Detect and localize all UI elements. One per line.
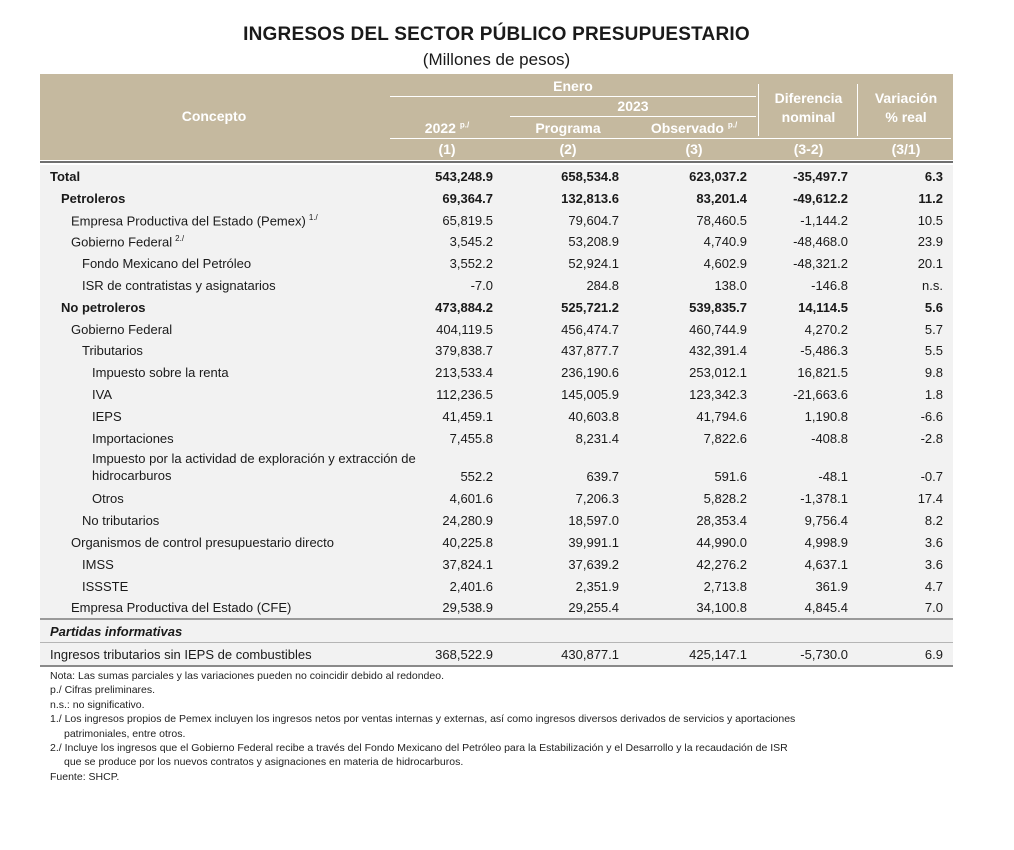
row-value-col-4: -21,663.6 (793, 386, 848, 402)
row-value-col-4: -5,730.0 (800, 646, 848, 662)
row-value-col-1: 2,401.6 (449, 578, 493, 594)
table-row (40, 448, 953, 487)
header-num-4: (3-2) (793, 141, 824, 157)
row-label: Organismos de control presupuestario directo (71, 534, 335, 550)
row-value-col-3: 4,740.9 (703, 234, 747, 250)
header-concepto: Concepto (181, 108, 247, 124)
row-value-col-4: 4,270.2 (804, 321, 848, 337)
table-body (40, 165, 953, 667)
table-row (40, 531, 953, 553)
row-value-col-3: 34,100.8 (696, 600, 747, 616)
table-row (40, 643, 953, 665)
row-value-col-1: 543,248.9 (435, 169, 493, 184)
row-label: Tributarios (82, 343, 143, 359)
row-value-col-2: 132,813.6 (561, 190, 619, 206)
table-notes (50, 669, 950, 784)
row-value-col-4: -48,321.2 (793, 256, 848, 272)
row-value-col-3: 253,012.1 (689, 365, 747, 381)
row-value-col-2: 284.8 (586, 277, 619, 293)
header-col-diferencia: Diferencia (774, 90, 843, 106)
row-label: ISSSTE (82, 578, 129, 594)
row-value-col-5: 7.0 (924, 600, 943, 616)
row-value-col-2: 40,603.8 (568, 408, 619, 424)
row-value-col-4: -48.1 (818, 469, 848, 485)
row-label: Impuesto por la actividad de exploración y extracción de hidrocarburos (92, 451, 416, 484)
row-value-col-5: -0.7 (920, 469, 943, 485)
table-header (40, 74, 953, 160)
header-rule-2023 (510, 116, 756, 117)
row-value-col-5: 11.2 (918, 190, 943, 206)
note-line: p./ Cifras preliminares. (50, 684, 156, 697)
row-value-col-4: 16,821.5 (797, 365, 848, 381)
row-value-col-2: 8,231.4 (575, 430, 619, 446)
header-col-observado: Observado $^{p./}$ (650, 120, 738, 136)
note-line: 1./ Los ingresos propios de Pemex incluyen los ingresos netos por ventas internas y externas, así como ingresos diversos derivados de servicios y aportaciones (50, 713, 796, 726)
row-value-col-4: -48,468.0 (793, 234, 848, 250)
row-value-col-3: 623,037.2 (689, 169, 747, 184)
row-value-col-3: 432,391.4 (689, 343, 747, 359)
row-value-col-1: 404,119.5 (436, 321, 493, 337)
row-value-col-5: 5.5 (924, 343, 943, 359)
table-row (40, 487, 953, 509)
row-value-col-3: 591.6 (714, 469, 747, 485)
row-label: IVA (92, 386, 112, 402)
row-label: IMSS (82, 556, 114, 572)
footnote-marker: 2./ (175, 234, 185, 244)
row-label: ISR de contratistas y asignatarios (82, 277, 276, 293)
note-line: Nota: Las sumas parciales y las variaciones pueden no coincidir debido al redondeo. (50, 670, 444, 682)
row-value-col-5: 6.9 (924, 646, 943, 662)
table-row (40, 165, 953, 187)
row-value-col-2: 29,255.4 (568, 600, 619, 616)
row-value-col-4: -49,612.2 (793, 190, 848, 206)
row-value-col-3: 83,201.4 (696, 190, 747, 206)
row-value-col-4: 1,190.8 (804, 408, 848, 424)
row-value-col-3: 42,276.2 (696, 556, 747, 572)
row-value-col-1: 368,522.9 (435, 646, 493, 662)
table-row (40, 339, 953, 361)
row-value-col-5: 5.6 (924, 299, 943, 315)
page-subtitle: (Millones de pesos) (422, 50, 571, 69)
row-value-col-4: 4,637.1 (804, 556, 848, 572)
header-rule-enero (390, 96, 756, 97)
header-divider-2 (857, 84, 858, 136)
row-value-col-3: 44,990.0 (696, 534, 747, 550)
row-value-col-2: 658,534.8 (561, 169, 619, 184)
header-col-nominal: nominal (781, 109, 836, 125)
row-value-col-1: 65,819.5 (442, 212, 493, 228)
row-value-col-2: 53,208.9 (568, 234, 619, 250)
row-value-col-4: 361.9 (815, 578, 848, 594)
table-row (40, 427, 953, 449)
table-row (40, 230, 953, 252)
row-value-col-5: 5.7 (924, 321, 943, 337)
header-divider-1 (758, 84, 759, 136)
note-line: patrimoniales, entre otros. (64, 727, 186, 740)
header-rule-numbers (390, 138, 951, 139)
header-col-real: % real (885, 109, 927, 125)
row-value-col-2: 430,877.1 (561, 646, 619, 662)
table-row (40, 405, 953, 427)
header-2023: 2023 (617, 98, 649, 114)
row-value-col-4: 14,114.5 (798, 299, 848, 315)
header-col-programa: Programa (535, 120, 601, 136)
table-row (40, 575, 953, 597)
row-value-col-1: 69,364.7 (442, 190, 493, 206)
row-value-col-1: 552.2 (460, 469, 493, 485)
row-value-col-2: 145,005.9 (561, 386, 619, 402)
row-value-col-2: 525,721.2 (561, 299, 619, 315)
row-value-col-1: 112,236.5 (436, 386, 493, 402)
row-value-col-5: 10.5 (917, 212, 943, 228)
header-col-2022: 2022 $^{p./}$ (424, 120, 470, 136)
row-value-col-1: 29,538.9 (442, 600, 493, 616)
table-row (40, 274, 953, 296)
row-value-col-2: 2,351.9 (575, 578, 619, 594)
table-row (40, 318, 953, 340)
row-label: Otros (92, 491, 124, 507)
header-enero: Enero (553, 78, 593, 94)
header-num-1: (1) (438, 141, 456, 157)
row-value-col-4: -1,378.1 (800, 491, 848, 507)
row-label: Empresa Productiva del Estado (CFE) (71, 600, 292, 616)
row-value-col-5: n.s. (922, 277, 943, 293)
row-value-col-1: 7,455.8 (449, 430, 493, 446)
row-value-col-3: 4,602.9 (703, 256, 747, 272)
table-row (40, 383, 953, 405)
row-label: Total (50, 169, 81, 184)
row-value-col-5: 20.1 (917, 256, 943, 272)
row-value-col-2: 18,597.0 (568, 513, 619, 529)
table-row (40, 361, 953, 383)
table-row (40, 187, 953, 209)
row-value-col-5: 9.8 (924, 365, 943, 381)
table-bottom-rule (40, 665, 953, 667)
row-value-col-3: 123,342.3 (689, 386, 747, 402)
informativas-heading: Partidas informativas (50, 624, 183, 640)
row-label: Ingresos tributarios sin IEPS de combustibles (50, 646, 312, 662)
row-value-col-4: 4,845.4 (804, 600, 848, 616)
header-num-2: (2) (559, 141, 577, 157)
row-value-col-1: -7.0 (470, 277, 493, 293)
header-num-5: (3/1) (891, 141, 921, 157)
table-row (40, 596, 953, 618)
page-title: INGRESOS DEL SECTOR PÚBLICO PRESUPUESTARIO (243, 24, 750, 45)
note-line: n.s.: no significativo. (50, 698, 145, 711)
footnote-marker: 1./ (308, 212, 318, 222)
row-value-col-3: 138.0 (714, 277, 747, 293)
header-col-variacion: Variación (874, 90, 938, 106)
row-value-col-1: 473,884.2 (435, 299, 493, 315)
header-num-3: (3) (685, 141, 703, 157)
row-label: Fondo Mexicano del Petróleo (82, 256, 252, 272)
row-value-col-5: 3.6 (924, 556, 943, 572)
row-value-col-4: 9,756.4 (804, 513, 848, 529)
row-value-col-4: -5,486.3 (800, 343, 848, 359)
row-value-col-2: 7,206.3 (575, 491, 619, 507)
row-value-col-5: 3.6 (924, 534, 943, 550)
row-value-col-1: 4,601.6 (449, 491, 493, 507)
note-line: Fuente: SHCP. (50, 770, 120, 783)
row-label: Empresa Productiva del Estado (Pemex) $^{1./}$ (71, 212, 318, 228)
row-value-col-2: 39,991.1 (568, 534, 619, 550)
row-value-col-2: 79,604.7 (568, 212, 619, 228)
row-label: No tributarios (82, 513, 160, 529)
row-value-col-5: -6.6 (920, 408, 943, 424)
row-value-col-4: 4,998.9 (804, 534, 848, 550)
row-value-col-4: -1,144.2 (800, 212, 848, 228)
row-value-col-2: 52,924.1 (568, 256, 619, 272)
row-value-col-1: 3,545.2 (449, 234, 493, 250)
note-line: que se produce por los nuevos contratos y asignaciones en materia de hidrocarburos. (64, 756, 464, 769)
row-value-col-3: 78,460.5 (696, 212, 747, 228)
row-value-col-2: 456,474.7 (561, 321, 619, 337)
row-value-col-4: -146.8 (811, 277, 848, 293)
row-value-col-3: 28,353.4 (696, 513, 747, 529)
row-value-col-5: 1.8 (924, 386, 943, 402)
row-value-col-1: 41,459.1 (442, 408, 493, 424)
table-row (40, 553, 953, 575)
row-value-col-2: 37,639.2 (568, 556, 619, 572)
row-value-col-3: 7,822.6 (703, 430, 747, 446)
row-value-col-5: 4.7 (924, 578, 943, 594)
row-value-col-5: 17.4 (917, 491, 943, 507)
row-value-col-1: 40,225.8 (442, 534, 493, 550)
table-row (40, 296, 953, 318)
table-row (40, 509, 953, 531)
row-value-col-2: 639.7 (586, 469, 619, 485)
informativas-heading-row (40, 620, 953, 642)
row-value-col-2: 437,877.7 (561, 343, 619, 359)
row-value-col-4: -35,497.7 (793, 169, 848, 184)
row-value-col-4: -408.8 (811, 430, 848, 446)
row-value-col-1: 213,533.4 (435, 365, 493, 381)
row-value-col-1: 37,824.1 (442, 556, 493, 572)
row-value-col-5: 23.9 (917, 234, 943, 250)
row-value-col-3: 539,835.7 (689, 299, 747, 315)
row-label: Petroleros (61, 190, 126, 206)
row-value-col-1: 379,838.7 (435, 343, 493, 359)
note-line: 2./ Incluye los ingresos que el Gobierno Federal recibe a través del Fondo Mexicano del Petróleo para la Estabilización y el Desarrollo y la recaudación de ISR (50, 742, 788, 755)
row-label: Gobierno Federal $^{2./}$ (71, 234, 185, 250)
row-value-col-5: 6.3 (924, 169, 943, 184)
table-row (40, 252, 953, 274)
row-value-col-1: 24,280.9 (442, 513, 493, 529)
row-value-col-5: 8.2 (924, 513, 943, 529)
row-label: No petroleros (61, 299, 146, 315)
row-value-col-3: 41,794.6 (696, 408, 747, 424)
row-label: Impuesto sobre la renta (92, 365, 229, 381)
row-value-col-3: 5,828.2 (703, 491, 747, 507)
row-label: Gobierno Federal (71, 321, 173, 337)
row-value-col-3: 425,147.1 (689, 646, 747, 662)
row-value-col-1: 3,552.2 (449, 256, 493, 272)
row-label: Importaciones (92, 430, 174, 446)
row-value-col-2: 236,190.6 (561, 365, 619, 381)
row-value-col-3: 2,713.8 (703, 578, 747, 594)
row-value-col-5: -2.8 (920, 430, 943, 446)
row-value-col-3: 460,744.9 (689, 321, 747, 337)
table-row (40, 209, 953, 231)
row-label: IEPS (92, 408, 122, 424)
